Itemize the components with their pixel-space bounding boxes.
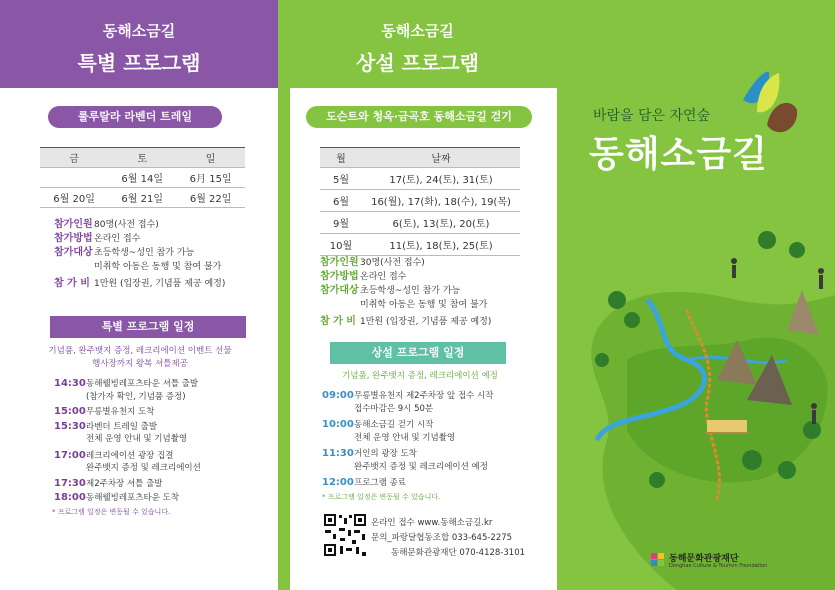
info-value: 1만원 (입장권, 기념품 제공 예정) (94, 279, 226, 289)
table-cell: 17(토), 24(토), 31(토) (362, 168, 520, 190)
schedule-text: 무릉별유천지 도착 (86, 407, 155, 417)
regular-schedule-list (322, 390, 550, 490)
schedule-text: 라벤더 트레일 출발 (86, 421, 158, 432)
schedule-text: 동해웰빙레포츠타운 셔틀 출발 (86, 379, 199, 389)
schedule-time: 15:00 (54, 406, 86, 417)
table-header: 일 (176, 148, 245, 168)
schedule-item (54, 450, 269, 463)
special-schedule-note (20, 345, 260, 371)
info-row (320, 315, 550, 329)
schedule-item (322, 477, 550, 490)
info-value: 1만원 (입장권, 기념품 제공 예정) (360, 317, 492, 327)
schedule-time: 11:30 (322, 448, 354, 459)
regular-footnote: * 프로그램 일정은 변동될 수 있습니다. (322, 493, 441, 501)
schedule-time: 18:00 (54, 492, 86, 503)
info-label: 참가대상 (320, 285, 359, 296)
schedule-time: 09:00 (322, 390, 354, 401)
table-row (320, 168, 520, 190)
schedule-item (54, 406, 269, 419)
table-row (320, 190, 520, 212)
schedule-text: 제2주차장 셔틀 출발 (86, 478, 163, 489)
schedule-time: 15:30 (54, 420, 86, 432)
tagline: 바람을 담은 자연숲 (593, 108, 711, 124)
table-cell: 11(토), 18(토), 25(토) (362, 234, 520, 256)
contact-line: 문의_파랑달협동조합 033-645-2275 (371, 533, 513, 543)
contact-info (371, 516, 525, 561)
cover-panel (557, 0, 835, 590)
table-header: 월 (320, 148, 362, 168)
header-subtitle: 동해소금길 (102, 22, 176, 40)
info-row (320, 298, 550, 312)
info-value: 미취학 아동은 동행 및 참여 불가 (360, 300, 488, 310)
special-program-header (0, 0, 278, 88)
schedule-time: 17:00 (54, 449, 86, 461)
table-cell: 10월 (320, 234, 362, 256)
schedule-text: 동해웰빙레포츠타운 도착 (86, 493, 180, 503)
regular-date-table (320, 147, 520, 256)
table-cell: 6월 21일 (108, 188, 176, 208)
schedule-sub: 완주뱃지 증정 및 레크리에이션 예정 (354, 461, 488, 472)
info-value: 미취학 아동은 동행 및 참여 불가 (94, 262, 222, 272)
info-row (54, 260, 269, 274)
regular-program-header (278, 0, 557, 88)
table-row (40, 168, 245, 188)
table-cell: 6월 14일 (108, 168, 176, 188)
info-label: 참 가 비 (54, 278, 90, 289)
table-cell: 6(토), 13(토), 20(토) (362, 212, 520, 234)
foundation-name-en: Donghae Culture & Tourism Foundation (669, 563, 768, 569)
table-cell: 6月 15일 (176, 168, 245, 188)
info-row (54, 218, 269, 232)
logo-text: 동해소금길 (589, 134, 768, 175)
info-label: 참 가 비 (320, 316, 356, 327)
table-cell: 6월 22일 (176, 188, 245, 208)
header-title: 상설 프로그램 (356, 51, 479, 75)
schedule-sub: 전체 운영 안내 및 기념촬영 (354, 432, 456, 443)
special-schedule-list (54, 378, 269, 505)
info-label: 참가방법 (320, 271, 359, 282)
regular-schedule-title: 상설 프로그램 일정 (330, 342, 506, 364)
schedule-item (54, 421, 269, 434)
table-row (320, 212, 520, 234)
schedule-sub: (참가자 확인, 기념품 증정) (86, 391, 186, 402)
info-value: 80명(사전 접수) (94, 220, 159, 230)
table-header: 토 (108, 148, 176, 168)
online-signup[interactable]: 온라인 접수 www.동해소금길.kr (371, 518, 493, 528)
info-value: 초등학생~성인 참가 가능 (94, 248, 195, 258)
info-label: 참가방법 (54, 233, 93, 244)
docent-walk-title: 도슨트와 청옥·금곡호 동해소금길 걷기 (306, 106, 532, 128)
qr-code-icon[interactable] (322, 512, 368, 558)
info-label: 참가대상 (54, 247, 93, 258)
schedule-time: 10:00 (322, 419, 354, 430)
green-frame (278, 88, 290, 590)
info-value: 온라인 접수 (94, 234, 141, 244)
info-label: 참가인원 (54, 219, 93, 230)
schedule-text: 프로그램 종료 (354, 478, 406, 488)
note-line: 행사장까지 왕복 셔틀제공 (92, 359, 188, 369)
table-header: 날짜 (362, 148, 520, 168)
table-row (40, 188, 245, 208)
info-value: 온라인 접수 (360, 272, 407, 282)
table-cell: 16(월), 17(화), 18(수), 19(목) (362, 190, 520, 212)
foundation-name: 동해문화관광재단 (669, 554, 739, 564)
table-cell: 6월 (320, 190, 362, 212)
schedule-item (54, 492, 269, 505)
schedule-item (322, 390, 550, 403)
schedule-text: 레크리에이션 광장 집결 (86, 450, 174, 461)
info-row (54, 246, 269, 260)
schedule-time: 14:30 (54, 378, 86, 389)
table-cell: 6월 20일 (40, 188, 108, 208)
header-title: 특별 프로그램 (77, 51, 201, 75)
schedule-time: 17:30 (54, 477, 86, 489)
schedule-item (54, 378, 269, 391)
special-footnote: * 프로그램 일정은 변동될 수 있습니다. (52, 508, 171, 516)
schedule-sub: 접수마감은 9시 50분 (354, 403, 434, 414)
info-label: 참가인원 (320, 257, 359, 268)
schedule-sub: 완주뱃지 증정 및 레크리에이션 (86, 463, 201, 473)
special-info (54, 218, 269, 291)
info-row (320, 284, 550, 298)
schedule-text: 거인의 광장 도착 (354, 449, 417, 459)
table-cell: 9월 (320, 212, 362, 234)
schedule-time: 12:00 (322, 477, 354, 488)
info-row (320, 270, 550, 284)
table-header: 금 (40, 148, 108, 168)
special-schedule-title: 특별 프로그램 일정 (50, 316, 246, 338)
schedule-item (54, 478, 269, 491)
table-row (320, 234, 520, 256)
regular-schedule-note: 기념품, 완주뱃지 증정, 레크리에이션 예정 (342, 371, 498, 381)
info-value: 30명(사전 접수) (360, 258, 425, 268)
special-date-table (40, 147, 245, 208)
info-row (320, 256, 550, 270)
table-header-row (40, 148, 245, 168)
schedule-text: 무릉별유천지 제2주차장 앞 접수 시작 (354, 391, 494, 401)
info-row (54, 277, 269, 291)
contact-line: 동해문화관광재단 070-4128-3101 (391, 548, 526, 558)
schedule-sub: 전체 운영 안내 및 기념촬영 (86, 434, 188, 444)
info-value: 초등학생~성인 참가 가능 (360, 286, 461, 296)
table-header-row (320, 148, 520, 168)
info-row (54, 232, 269, 246)
schedule-item (322, 419, 550, 432)
table-cell: 5월 (320, 168, 362, 190)
schedule-text: 동해소금길 걷기 시작 (354, 420, 434, 430)
lavender-trail-title: 룰루랄라 라벤더 트레일 (48, 106, 222, 128)
regular-info (320, 256, 550, 329)
schedule-item (322, 448, 550, 461)
cover-illustration (557, 0, 835, 590)
note-line: 기념품, 완주뱃지 증정, 레크리에이션 이벤트 선물 (48, 346, 232, 356)
header-subtitle: 동해소금길 (381, 22, 454, 40)
foundation-logo-icon (651, 552, 665, 566)
table-cell (40, 168, 108, 188)
